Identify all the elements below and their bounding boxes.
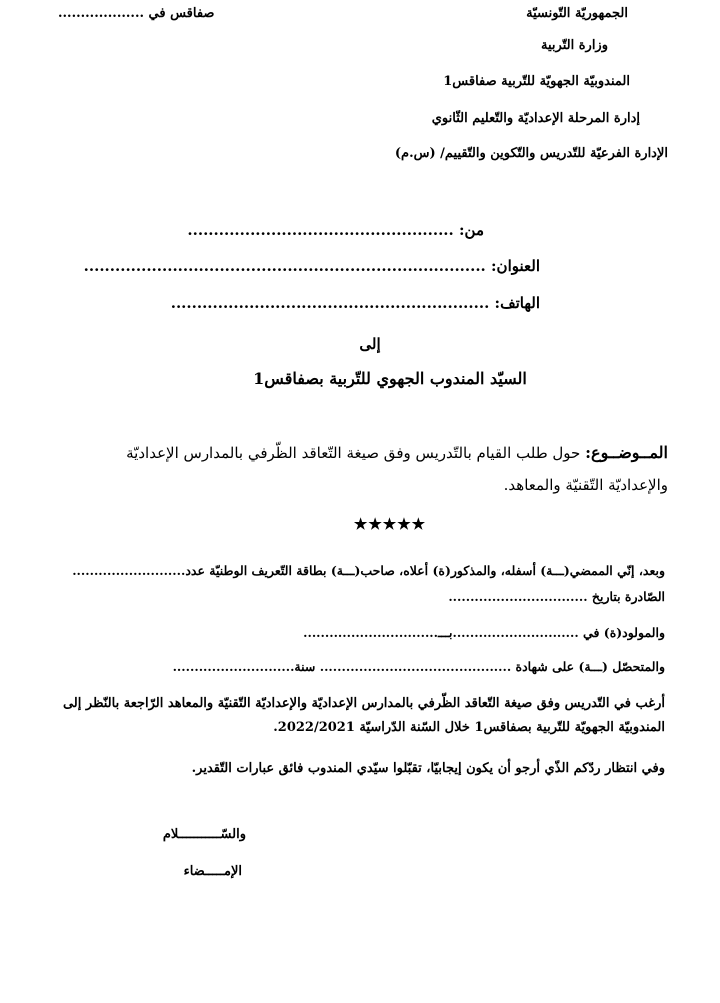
phone-dots: ............................................................. xyxy=(170,294,490,312)
request-paragraph: أرغب في التّدريس وفق صيغة التّعاقد الظّرفي بالمدارس الإعداديّة والإعداديّة التّقنيّة والمعاهد الرّاجعة بالنّظر إلى المندوبيّة الجهويّة للتّربية بصفاقس1 خلال السّنة الدّراسيّة 2022/2021. xyxy=(62,696,665,735)
address-label: العنوان: xyxy=(491,257,540,275)
header-sub-directorate: الإدارة الفرعيّة للتّدريس والتّكوين والتّقييم/ (س.م) xyxy=(394,146,668,161)
address-dots: ............................................................................. xyxy=(83,257,486,275)
phone-label: الهاتف: xyxy=(494,294,540,312)
recipient-name: السيّد المندوب الجهوي للتّربية بصفاقس1 xyxy=(253,369,527,388)
header-republic: الجمهوريّة التّونسيّة xyxy=(526,6,628,21)
subject-text-cont: والإعداديّة التّقنيّة والمعاهد. xyxy=(503,476,668,494)
body-line-2: الصّادرة بتاريخ ................................ xyxy=(448,589,665,604)
from-dots: ................................................... xyxy=(187,221,454,239)
from-label: من: xyxy=(459,221,484,239)
subject-line xyxy=(126,443,668,462)
stars-separator: ★★★★★ xyxy=(353,515,427,533)
closing-paragraph: وفي انتظار ردّكم الذّي أرجو أن يكون إيجابيّا، تقبّلوا سيّدي المندوب فائق عبارات التّقدير. xyxy=(191,761,665,776)
body-line-3: والمولود(ة) في .............................بـــ............................... xyxy=(303,625,665,640)
header-ministry: وزارة التّربية xyxy=(541,38,608,53)
to-label: إلى xyxy=(359,335,381,353)
signature-label: الإمـــــضاء xyxy=(183,864,242,879)
body-line-4: والمتحصّل (ـــة) على شهادة ............................................ سنة............................ xyxy=(172,659,665,674)
subject-label: المــوضــوع: xyxy=(585,443,668,462)
header-regional-office: المندوبيّة الجهويّة للتّربية صفاقس1 xyxy=(443,74,630,89)
header-directorate: إدارة المرحلة الإعداديّة والتّعليم الثّانوي xyxy=(431,111,640,126)
salutation: والسّـــــــــــلام xyxy=(162,827,246,842)
body-line-1: وبعد، إنّي الممضي(ـــة) أسفله، والمذكور(ة) أعلاه، صاحب(ـــة) بطاقة التّعريف الوطنيّة عدد.......................... xyxy=(72,563,665,578)
phone-field xyxy=(171,294,540,312)
subject-text: حول طلب القيام بالتّدريس وفق صيغة التّعاقد الظّرفي بالمدارس الإعداديّة xyxy=(126,444,581,462)
address-field xyxy=(84,257,540,275)
place-date: صفاقس في ................... xyxy=(58,6,215,21)
from-field xyxy=(187,221,484,239)
